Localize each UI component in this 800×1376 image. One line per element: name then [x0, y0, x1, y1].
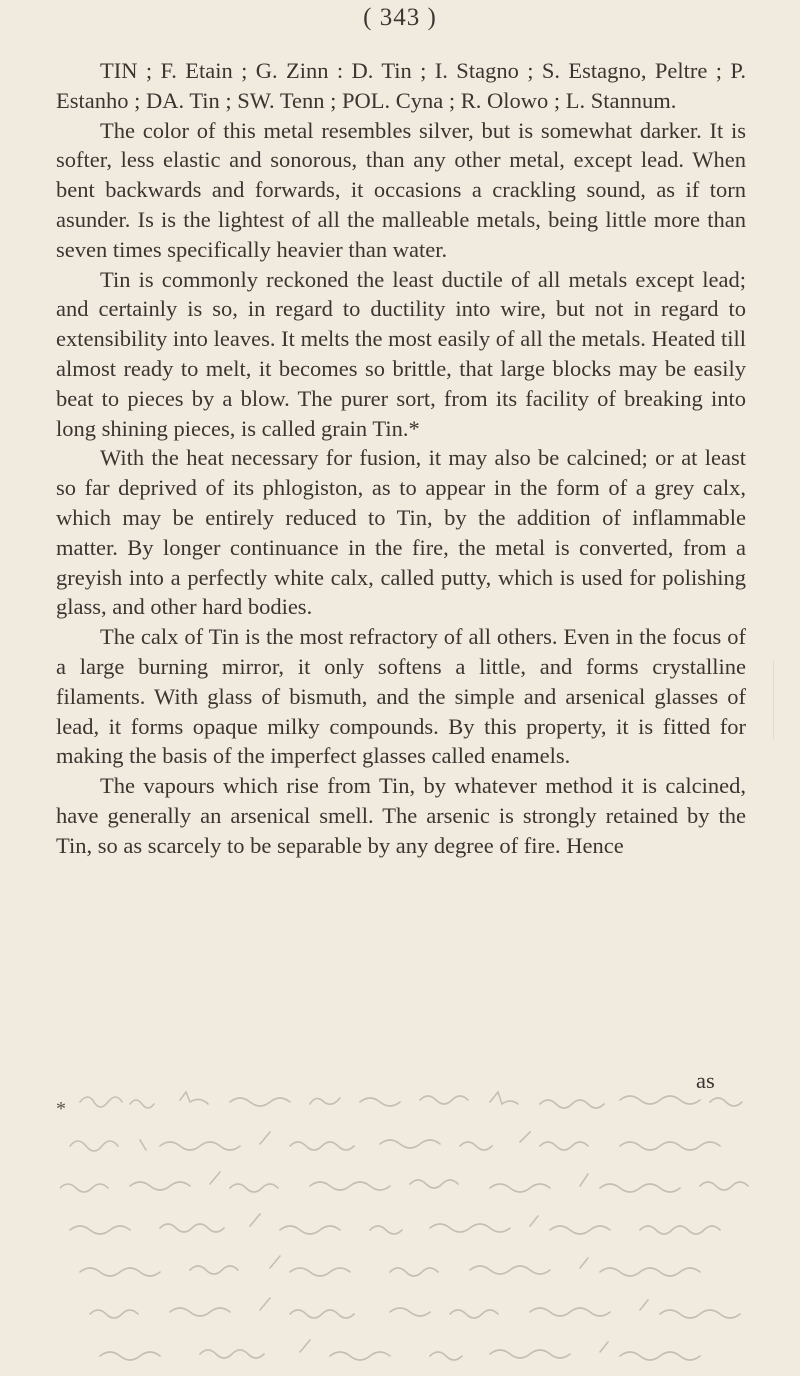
- paper-edge-mark: [773, 660, 792, 740]
- paragraph-ductility: Tin is commonly reckoned the least ductile of all metals except lead; and certainly is so, in regard to ductility into wire, but not in regard to extensibility into leaves. It melts the most easily of all the metals. Heated till almost ready to melt, it becomes so brittle, that large blocks may be easily beat to pieces by a blow. The purer sort, from its facility of breaking into long shining pieces, is called grain Tin.*: [56, 266, 746, 441]
- paragraph-calcination: With the heat necessary for fusion, it may also be calcined; or at least so far deprived of its phlogiston, as to appear in the form of a grey calx, which may be entirely reduced to Tin, by the addition of inflammable matter. By longer continuance in the fire, the metal is converted, from a greyish into a perfectly white calx, called putty, which is used for polishing glass, and other hard bodies.: [56, 445, 746, 620]
- footnote-marker: *: [56, 1098, 66, 1120]
- handwritten-annotation: [60, 1090, 790, 1370]
- paragraph-color: The color of this metal resembles silver, but is somewhat darker. It is softer, less elastic and sonorous, than any other metal, except lead. When bent backwards and forwards, it occasions a crackling sound, as if torn asunder. Is is the lightest of all the malleable metals, being little more than seven times specifically heavier than water.: [56, 117, 746, 262]
- body-text: [56, 56, 746, 861]
- paragraph-calx: The calx of Tin is the most refractory of all others. Even in the focus of a large burning mirror, it only softens a little, and forms crystalline filaments. With glass of bismuth, and the simple and arsenical glasses of lead, it forms opaque milky compounds. By this property, it is fitted for making the basis of the imperfect glasses called enamels.: [56, 624, 746, 769]
- paragraph-vapours: The vapours which rise from Tin, by whatever method it is calcined, have generally an arsenical smell. The arsenic is strongly retained by the Tin, so as scarcely to be separable by any degree of fire. Hence: [56, 773, 746, 858]
- catchword: as: [696, 1068, 715, 1093]
- paragraph-tin-names: TIN ; F. Etain ; G. Zinn : D. Tin ; I. Stagno ; S. Estagno, Peltre ; P. Estanho ; DA. Tin ; SW. Tenn ; POL. Cyna ; R. Olowo ; L. Stannum.: [56, 58, 746, 113]
- handwriting-scribble-graphic: [60, 1090, 790, 1370]
- page-number: ( 343 ): [363, 4, 437, 31]
